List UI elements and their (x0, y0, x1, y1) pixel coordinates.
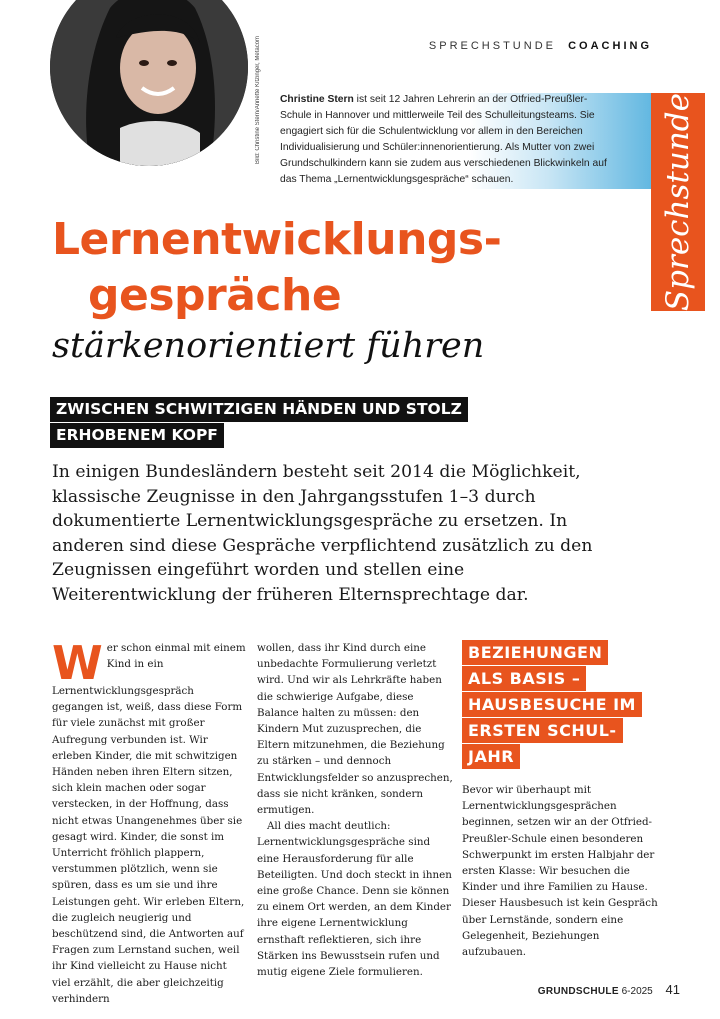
subtitle: stärkenorientiert führen (52, 326, 485, 366)
kicker-line-2: ERHOBENEM KOPF (50, 423, 224, 448)
body-col2-paragraph-2: All dies macht deutlich: Lernentwicklungsgespräche sind eine Herausforderung für alle Beteiligten. Und doch steckt in ihnen eine große Chance. Denn sie können zu einem Ort werden, an dem Kinder ihre eigene Lernentwicklung ernsthaft reflektieren, sich ihre Stärken ins Bewusstsein rufen und mutig eigene Ziele formulieren. (257, 820, 452, 979)
section-label (429, 40, 652, 52)
sidebar-heading-line-3: HAUSBESUCHE IM (462, 692, 642, 717)
sidebar-heading-line-4: ERSTEN SCHUL- (462, 718, 623, 743)
title-line-1: Lernentwicklungs- (52, 214, 502, 265)
sidebar-heading-line-5: JAHR (462, 744, 520, 769)
section-label-light: SPRECHSTUNDE (428, 40, 556, 52)
page-footer (538, 982, 680, 997)
kicker-line-1: ZWISCHEN SCHWITZIGEN HÄNDEN UND STOLZ (50, 397, 468, 422)
sprechstunde-tab-label: Sprechstunde (660, 92, 696, 312)
body-column-1 (52, 636, 248, 1007)
issue-number: 6-2025 (621, 986, 653, 997)
body-col1-text: er schon einmal mit einem Kind in ein Lernentwicklungsgespräch gegangen ist, weiß, dass diese Form für viele zunächst mit großer Aufregung verbunden ist. Wir erleben Kinder, die mit schwitzigen Händen neben ihren Eltern sitzen, sich klein machen oder sogar verstecken, in der Hoffnung, dass nicht etwas Unangenehmes über sie gesagt wird. Kinder, die sonst im Unterricht fröhlich plappern, verstummen plötzlich, wenn sie spüren, dass es um sie und ihre Leistungen geht. Wir erleben Eltern, die zugleich neugierig und beschützend sind, die Antworten auf Fragen zum Lernstand suchen, weil ihr Kind vielleicht zu Hause nicht viel erzählt, die aber gleichzeitig verhindern (52, 642, 246, 1005)
author-portrait (50, 0, 248, 166)
author-name: Christine Stern (280, 94, 354, 105)
page-number: 41 (665, 982, 680, 997)
title-line-2: gespräche (88, 270, 342, 321)
sprechstunde-tab (651, 93, 705, 311)
sidebar-heading-line-1: BEZIEHUNGEN (462, 640, 608, 665)
author-bio (280, 92, 612, 188)
magazine-name: GRUNDSCHULE (537, 986, 619, 997)
drop-cap: W (52, 636, 103, 690)
sidebar-heading-line-2: ALS BASIS – (462, 666, 586, 691)
body-col2-paragraph-1: wollen, dass ihr Kind durch eine unbedachte Formulierung verletzt wird. Und wir als Lehrkräfte haben die schwierige Aufgabe, diese Balance halten zu müssen: den Kindern Mut zuzusprechen, die Eltern mitzunehmen, die Beziehung zu stärken – und dennoch Entwicklungsfelder so anzusprechen, dass sie nicht kränken, sondern ermutigen. (257, 642, 453, 817)
lead-paragraph: In einigen Bundesländern besteht seit 2014 die Möglichkeit, klassische Zeugnisse in den Jahrgangsstufen 1–3 durch dokumentierte Lernentwicklungsgespräche zu ersetzen. In anderen sind diese Gespräche verpflichtend zusätzlich zu den Zeugnissen eingeführt worden und stellen eine Weiterentwicklung der früheren Elternsprechtage dar. (52, 462, 593, 605)
section-label-bold: COACHING (568, 40, 652, 52)
author-bio-text: ist seit 12 Jahren Lehrerin an der Otfried-Preußler-Schule in Hannover und mittlerweile Teil des Schulleitungsteams. Sie engagiert sich für die Schulentwicklung vor allem in den Bereichen Individualisierung und Schüler:innenorientierung. Als Mutter von zwei Grundschulkindern kann sie zudem aus verschiedenen Blickwinkeln auf das Thema „Lernentwicklungsgespräche“ schauen. (280, 94, 607, 185)
sidebar-column (462, 782, 662, 960)
image-credit: Bild: Christine Stern/Annette Kitzinger, Metacom (255, 35, 261, 164)
body-column-2 (257, 640, 453, 980)
sidebar-text: Bevor wir überhaupt mit Lernentwicklungsgesprächen beginnen, setzen wir an der Otfried-Preußler-Schule einen besonderen Schwerpunkt im ersten Halbjahr der ersten Klasse: Wir besuchen die Kinder und ihre Familien zu Hause. Dieser Hausbesuch ist kein Gespräch über Lernstände, sondern eine Gelegenheit, Beziehungen aufzubauen. (462, 784, 658, 959)
